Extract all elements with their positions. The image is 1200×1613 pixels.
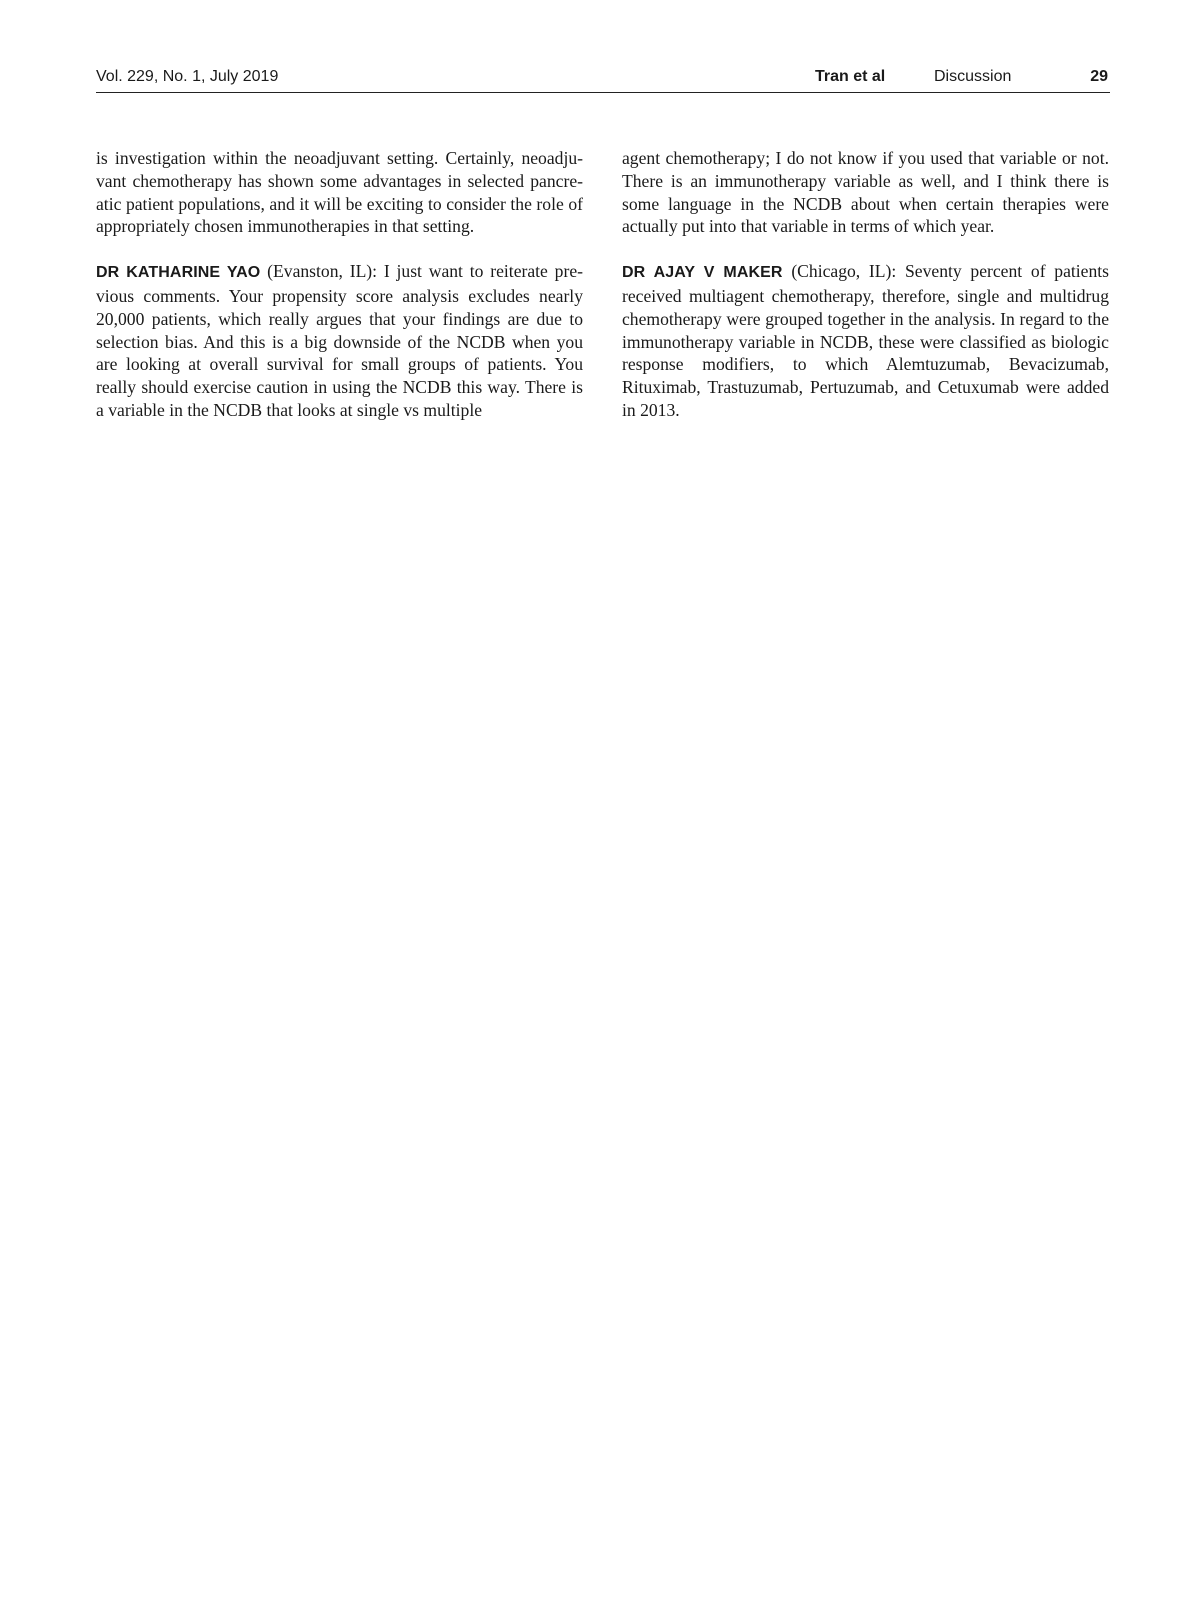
page-number: 29 xyxy=(1090,68,1108,85)
section-name: Discussion xyxy=(934,68,1012,85)
running-header xyxy=(96,66,1110,93)
reply-text: (Chicago, IL): Seventy percent of patients received multiagent chemotherapy, therefore, single and multidrug chemotherapy were grouped together in the analysis. In regard to the immunotherapy variable in NCDB, these were classified as biologic response modifiers, to which Alemtuzumab, Bevacizumab, Rituximab, Trastuzumab, Pertuzumab, and Cetuxumab were added in 2013. xyxy=(622,261,1110,420)
running-authors: Tran et al xyxy=(815,68,886,85)
paragraph: is investigation within the neoadjuvant setting. Certainly, neoadjuvant chemotherapy has shown some advantages in selected pancreatic patient populations, and it will be exciting to consider the role of appropriately chosen immunotherapies in that setting. xyxy=(96,148,583,237)
paragraph-speaker-reply xyxy=(622,260,1109,422)
speaker-name: DR KATHARINE YAO xyxy=(96,264,261,282)
left-column xyxy=(96,147,583,444)
right-column xyxy=(622,147,1109,444)
journal-volume-info: Vol. 229, No. 1, July 2019 xyxy=(96,68,279,85)
paragraph-speaker-comment xyxy=(96,260,583,422)
paragraph: agent chemotherapy; I do not know if you used that variable or not. There is an immunotherapy variable as well, and I think there is some language in the NCDB about when certain therapies were actually put into that variable in terms of which year. xyxy=(622,148,1109,237)
speaker-name: DR AJAY V MAKER xyxy=(622,264,783,282)
comment-text: (Evanston, IL): I just want to reiterate previous comments. Your propensity score analysis excludes nearly 20,000 patients, which really argues that your findings are due to selection bias. And this is a big downside of the NCDB when you are looking at overall survival for small groups of patients. You really should exercise caution in using the NCDB this way. There is a variable in the NCDB that looks at single vs multiple xyxy=(96,261,583,420)
